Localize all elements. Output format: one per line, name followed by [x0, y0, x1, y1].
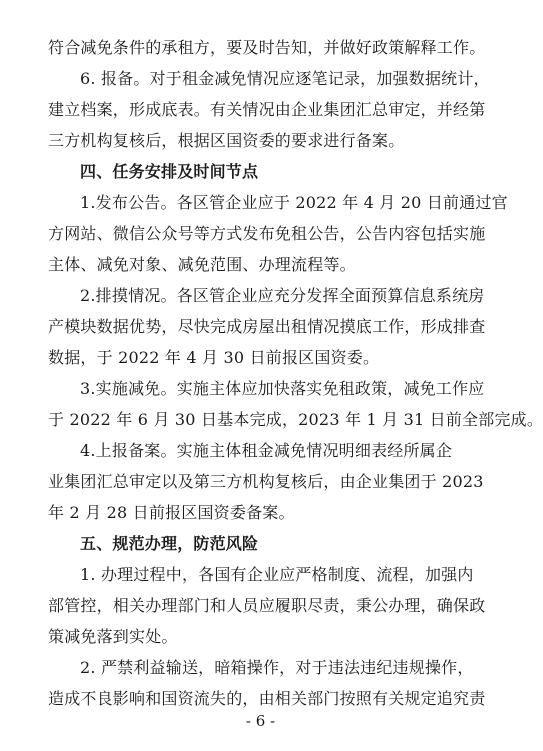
body-line: 2.排摸情况。各区管企业应充分发挥全面预算信息系统房 — [80, 286, 485, 305]
body-line: 部管控，相关办理部门和人员应履职尽责，秉公办理，确保政 — [48, 596, 486, 615]
body-line: 数据，于 2022 年 4 月 30 日前报区国资委。 — [48, 348, 380, 367]
page-number: - 6 - — [245, 712, 276, 730]
body-line: 1. 办理过程中，各国有企业应严格制度、流程，加强内 — [80, 565, 474, 584]
body-line: 业集团汇总审定以及第三方机构复核后，由企业集团于 2023 — [48, 472, 484, 491]
body-line: 2. 严禁利益输送，暗箱操作，对于违法违纪违规操作， — [80, 658, 474, 677]
body-line: 方网站、微信公众号等方式发布免租公告，公告内容包括实施 — [48, 224, 486, 243]
body-line: 4.上报备案。实施主体租金减免情况明细表经所属企 — [80, 441, 453, 460]
body-line: 6. 报备。对于租金减免情况应逐笔记录，加强数据统计， — [80, 69, 490, 88]
body-line: 策减免落到实处。 — [48, 627, 178, 646]
body-line: 产模块数据优势，尽快完成房屋出租情况摸底工作，形成排查 — [48, 317, 486, 336]
body-line: 符合减免条件的承租方，要及时告知，并做好政策解释工作。 — [48, 38, 486, 57]
body-line: 主体、减免对象、减免范围、办理流程等。 — [48, 255, 356, 274]
body-line: 于 2022 年 6 月 30 日基本完成，2023 年 1 月 31 日前全部完成。 — [48, 410, 543, 429]
body-line: 年 2 月 28 日前报区国资委备案。 — [48, 503, 295, 522]
body-line: 3.实施减免。实施主体应加快落实免租政策，减免工作应 — [80, 379, 485, 398]
body-line: 建立档案，形成底表。有关情况由企业集团汇总审定，并经第 — [48, 100, 486, 119]
body-line: 造成不良影响和国资流失的，由相关部门按照有关规定追究责 — [48, 689, 486, 708]
body-line: 三方机构复核后，根据区国资委的要求进行备案。 — [48, 131, 405, 150]
body-line: 1.发布公告。各区管企业应于 2022 年 4 月 20 日前通过官 — [80, 193, 508, 212]
section-heading: 五、规范办理，防范风险 — [80, 534, 259, 553]
section-heading: 四、任务安排及时间节点 — [80, 162, 259, 181]
